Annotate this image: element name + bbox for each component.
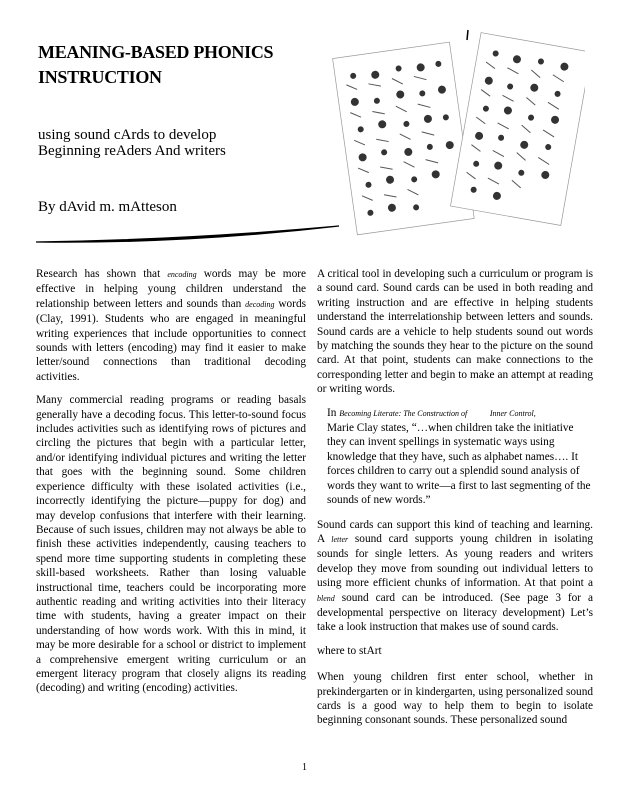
right-p2-text-b: sound card supports young children in isolating sounds for single letters. As young readers and writers develop they move from sounding out individual letters to using more efficient chunks of information. At that point a bbox=[317, 532, 594, 590]
title-line-2: INSTRUCTION bbox=[38, 67, 162, 87]
right-paragraph-3: When young children first enter school, whether in prekindergarten or in kindergarten, using personalized sound cards is a good way to help them to begin to isolate beginning consonant sounds. These personalized sound bbox=[317, 671, 593, 727]
right-p2-text-c: sound card can be introduced. (See page 3 for a developmental perspective on literacy development) Let’s take a look instruction that makes use of sound cards. bbox=[317, 591, 593, 634]
quote-intro: In bbox=[327, 406, 340, 419]
left-p1-text-c: words (Clay, 1991). Students who are engaged in meaningful writing experiences that include opportunities to connect sounds with letters (encoding) may find it easier to make letter/sound connections than traditional decoding activities. bbox=[36, 297, 306, 383]
decorative-swoosh bbox=[34, 222, 344, 248]
left-column bbox=[36, 267, 306, 705]
left-paragraph-2: Many commercial reading programs or reading basals generally have a decoding focus. This letter-to-sound focus includes activities such as identifying rows of pictures and circling the pictures that begin with a particular letter, and/or identifying individual pictures and writing the letter that goes with the beginning sound. Some children experience difficulty with these isolated activities (i.e., incorrectly identifying the picture—puppy for dog) and may develop confusions that interfere with their learning. Because of such issues, children may not always be able to finish these activities independently, causing teachers to spend more time supporting students in completing these skill-based worksheets. Rather than losing valuable instructional time, teachers could be incorporating more authentic reading and writing activities into their literacy time with students, having a greater impact on their understanding of how words work. With this in mind, it may be more desirable for a school or district to implement a comprehensive emergent writing curriculum or an emergent literacy program that closely aligns its reading (decoding) and writing (encoding) activities. bbox=[36, 394, 306, 695]
subtitle-line-1: using sound cArds to develop bbox=[38, 127, 217, 143]
quote-body: Marie Clay states, “…when children take the initiative they can invent spellings in systematic ways using knowledge that they have, such as alphabet names…. It forces children to carry out a splendid sound analysis of words they want to write—a first to last segmenting of the sounds of new words.” bbox=[327, 422, 591, 507]
article-title bbox=[38, 40, 338, 90]
right-p2-text-a: Sound cards can support this kind of teaching and learning. A bbox=[317, 518, 593, 545]
term-blend: blend bbox=[317, 593, 335, 603]
book-title-cont: Inner Control, bbox=[489, 408, 536, 418]
section-heading-where-to-start: where to stArt bbox=[317, 644, 382, 657]
left-p1-text-b: words may be more effective in helping young children understand the relationship between letters and sounds than bbox=[36, 268, 306, 310]
subtitle-line-2: Beginning reAders And writers bbox=[38, 143, 226, 159]
term-decoding: decoding bbox=[245, 299, 275, 309]
sound-cards-illustration bbox=[325, 28, 585, 253]
author-byline: By dAvid m. mAtteson bbox=[38, 199, 177, 215]
book-title: Becoming Literate: The Construction of bbox=[339, 408, 468, 418]
article-subtitle bbox=[38, 127, 338, 159]
left-paragraph-1 bbox=[36, 267, 306, 384]
left-p1-text-a: Research has shown that bbox=[36, 268, 168, 280]
term-letter: letter bbox=[331, 534, 349, 544]
term-encoding: encoding bbox=[167, 270, 197, 279]
right-paragraph-2 bbox=[317, 518, 593, 635]
clay-quote bbox=[327, 406, 593, 508]
right-paragraph-1: A critical tool in developing such a curriculum or program is a sound card. Sound cards can be used in both reading and writing instruction and are effective in helping students understand the interrelationship between letters and sounds. Sound cards are a vehicle to help students sound out words by matching the sounds they hear to the picture on the sound card. At that point, students can make connections to the corresponding letter and begin to make an attempt at reading or writing words. bbox=[317, 268, 593, 396]
page-number: 1 bbox=[302, 762, 307, 773]
right-column bbox=[317, 267, 593, 737]
title-line-1: MEANING-BASED PHONICS bbox=[38, 42, 274, 62]
